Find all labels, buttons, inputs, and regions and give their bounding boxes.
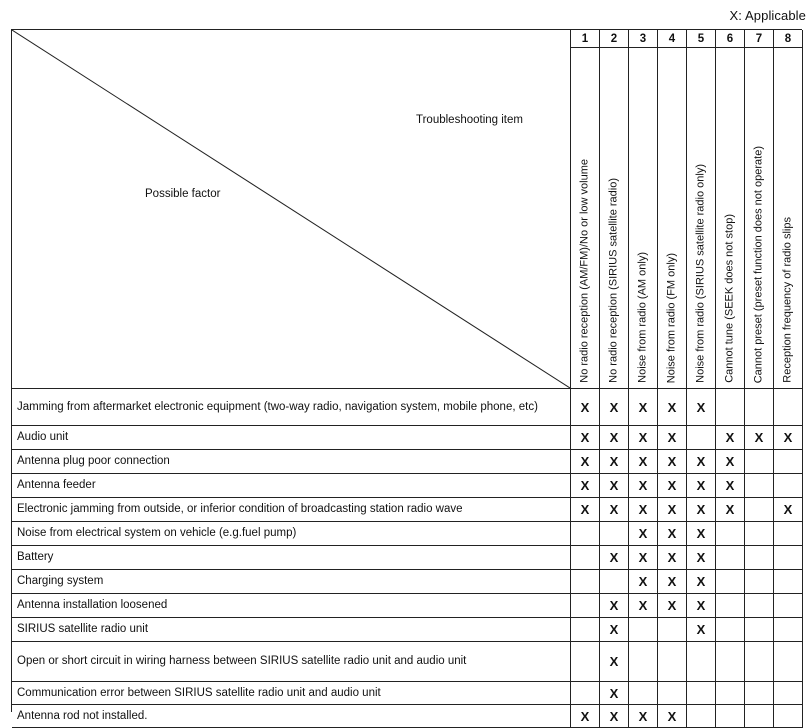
mark-cell	[600, 498, 629, 522]
mark-cell	[629, 570, 658, 594]
item-heading-text: Cannot tune (SEEK does not stop)	[723, 214, 736, 383]
applicable-mark: X	[609, 399, 619, 415]
applicable-mark: X	[609, 622, 619, 637]
applicable-mark: X	[667, 574, 677, 589]
mark-cell	[629, 618, 658, 642]
applicable-mark: X	[638, 598, 648, 613]
mark-cell	[745, 426, 774, 450]
mark-cell	[658, 682, 687, 705]
troubleshooting-item-label: Troubleshooting item	[416, 114, 523, 126]
applicable-mark: X	[609, 430, 619, 445]
factor-row-label: Charging system	[12, 570, 571, 594]
mark-cell	[600, 450, 629, 474]
applicable-mark: X	[725, 502, 735, 517]
mark-cell	[774, 705, 803, 728]
applicable-mark: X	[580, 502, 590, 517]
item-heading-text: Noise from radio (SIRIUS satellite radio only)	[694, 164, 707, 383]
item-heading-text: Reception frequency of radio slips	[781, 217, 794, 383]
applicable-mark: X	[696, 550, 706, 565]
applicable-mark: X	[638, 708, 648, 724]
mark-cell	[745, 389, 774, 426]
mark-cell	[629, 522, 658, 546]
mark-cell	[658, 426, 687, 450]
mark-cell	[774, 546, 803, 570]
factor-row-label: Noise from electrical system on vehicle (e.g.fuel pump)	[12, 522, 571, 546]
mark-cell	[687, 426, 716, 450]
mark-cell	[658, 474, 687, 498]
mark-cell	[658, 642, 687, 682]
mark-cell	[571, 522, 600, 546]
corner-header	[12, 30, 571, 389]
applicable-mark: X	[667, 478, 677, 493]
troubleshooting-table	[11, 29, 802, 724]
mark-cell	[774, 498, 803, 522]
applicable-mark: X	[667, 454, 677, 469]
mark-cell	[571, 426, 600, 450]
mark-cell	[716, 474, 745, 498]
item-number-3: 3	[629, 30, 658, 48]
applicable-mark: X	[638, 550, 648, 565]
factor-row-label: Electronic jamming from outside, or inferior condition of broadcasting station radio wave	[12, 498, 571, 522]
mark-cell	[571, 546, 600, 570]
mark-cell	[571, 389, 600, 426]
mark-cell	[745, 522, 774, 546]
mark-cell	[774, 642, 803, 682]
mark-cell	[571, 498, 600, 522]
mark-cell	[687, 522, 716, 546]
mark-cell	[687, 498, 716, 522]
mark-cell	[745, 546, 774, 570]
mark-cell	[716, 570, 745, 594]
applicable-mark: X	[638, 430, 648, 445]
possible-factor-label: Possible factor	[145, 188, 221, 200]
mark-cell	[774, 474, 803, 498]
applicable-mark: X	[638, 526, 648, 541]
mark-cell	[716, 618, 745, 642]
mark-cell	[571, 594, 600, 618]
mark-cell	[629, 546, 658, 570]
mark-cell	[600, 474, 629, 498]
mark-cell	[658, 594, 687, 618]
applicable-mark: X	[667, 502, 677, 517]
mark-cell	[774, 594, 803, 618]
item-number-7: 7	[745, 30, 774, 48]
mark-cell	[716, 705, 745, 728]
mark-cell	[745, 474, 774, 498]
mark-cell	[774, 570, 803, 594]
item-number-1: 1	[571, 30, 600, 48]
mark-cell	[629, 426, 658, 450]
mark-cell	[658, 498, 687, 522]
mark-cell	[745, 594, 774, 618]
mark-cell	[687, 594, 716, 618]
item-heading-1	[571, 48, 600, 389]
mark-cell	[571, 705, 600, 728]
mark-cell	[745, 682, 774, 705]
mark-cell	[774, 522, 803, 546]
applicable-mark: X	[667, 598, 677, 613]
mark-cell	[687, 450, 716, 474]
mark-cell	[745, 570, 774, 594]
item-number-4: 4	[658, 30, 687, 48]
item-number-5: 5	[687, 30, 716, 48]
mark-cell	[629, 594, 658, 618]
applicable-mark: X	[609, 550, 619, 565]
factor-row-label: Antenna plug poor connection	[12, 450, 571, 474]
mark-cell	[571, 450, 600, 474]
item-heading-3	[629, 48, 658, 389]
applicable-mark: X	[667, 708, 677, 724]
mark-cell	[774, 389, 803, 426]
mark-cell	[716, 546, 745, 570]
applicable-mark: X	[725, 454, 735, 469]
item-heading-5	[687, 48, 716, 389]
factor-row-label: Audio unit	[12, 426, 571, 450]
mark-cell	[600, 594, 629, 618]
mark-cell	[658, 522, 687, 546]
mark-cell	[716, 642, 745, 682]
applicable-mark: X	[783, 430, 793, 445]
mark-cell	[716, 389, 745, 426]
mark-cell	[600, 389, 629, 426]
mark-cell	[687, 682, 716, 705]
mark-cell	[745, 642, 774, 682]
factor-row-label: Antenna installation loosened	[12, 594, 571, 618]
mark-cell	[571, 474, 600, 498]
mark-cell	[774, 682, 803, 705]
mark-cell	[600, 546, 629, 570]
item-heading-8	[774, 48, 803, 389]
mark-cell	[745, 450, 774, 474]
applicable-mark: X	[754, 430, 764, 445]
applicable-mark: X	[609, 598, 619, 613]
mark-cell	[774, 618, 803, 642]
applicable-mark: X	[696, 574, 706, 589]
mark-cell	[629, 682, 658, 705]
item-heading-4	[658, 48, 687, 389]
mark-cell	[600, 618, 629, 642]
factor-row-label: SIRIUS satellite radio unit	[12, 618, 571, 642]
mark-cell	[629, 705, 658, 728]
mark-cell	[716, 450, 745, 474]
applicable-mark: X	[609, 685, 619, 701]
mark-cell	[658, 546, 687, 570]
applicable-mark: X	[696, 502, 706, 517]
corner-diagonal-line	[12, 30, 571, 389]
mark-cell	[658, 389, 687, 426]
mark-cell	[600, 570, 629, 594]
mark-cell	[629, 389, 658, 426]
mark-cell	[716, 426, 745, 450]
applicable-mark: X	[638, 478, 648, 493]
factor-row-label: Jamming from aftermarket electronic equipment (two-way radio, navigation system, mobile phone, etc)	[12, 389, 571, 426]
applicable-mark: X	[667, 526, 677, 541]
mark-cell	[745, 705, 774, 728]
applicable-mark: X	[696, 526, 706, 541]
mark-cell	[774, 426, 803, 450]
applicable-mark: X	[638, 574, 648, 589]
mark-cell	[687, 618, 716, 642]
mark-cell	[687, 546, 716, 570]
applicable-mark: X	[609, 654, 619, 669]
item-heading-text: No radio reception (SIRIUS satellite radio)	[607, 178, 620, 383]
mark-cell	[629, 642, 658, 682]
applicable-mark: X	[638, 502, 648, 517]
factor-row-label: Antenna rod not installed.	[12, 705, 571, 728]
mark-cell	[687, 389, 716, 426]
applicable-mark: X	[725, 478, 735, 493]
applicable-mark: X	[696, 399, 706, 415]
applicable-mark: X	[725, 430, 735, 445]
applicable-mark: X	[580, 454, 590, 469]
applicable-mark: X	[696, 478, 706, 493]
applicable-mark: X	[609, 708, 619, 724]
item-heading-text: No radio reception (AM/FM)/No or low volume	[578, 159, 591, 383]
mark-cell	[658, 705, 687, 728]
item-heading-text: Noise from radio (AM only)	[636, 252, 649, 383]
diagonal-line	[12, 30, 570, 388]
item-heading-text: Noise from radio (FM only)	[665, 252, 678, 383]
applicable-mark: X	[580, 478, 590, 493]
mark-cell	[571, 618, 600, 642]
applicable-mark: X	[667, 399, 677, 415]
item-heading-2	[600, 48, 629, 389]
mark-cell	[600, 682, 629, 705]
mark-cell	[658, 618, 687, 642]
mark-cell	[687, 705, 716, 728]
mark-cell	[629, 498, 658, 522]
mark-cell	[687, 570, 716, 594]
applicable-mark: X	[609, 478, 619, 493]
mark-cell	[600, 426, 629, 450]
applicable-mark: X	[696, 454, 706, 469]
factor-row-label: Open or short circuit in wiring harness between SIRIUS satellite radio unit and audio unit	[12, 642, 571, 682]
applicable-mark: X	[580, 430, 590, 445]
mark-cell	[629, 450, 658, 474]
mark-cell	[600, 522, 629, 546]
applicable-mark: X	[638, 399, 648, 415]
factor-row-label: Battery	[12, 546, 571, 570]
item-number-8: 8	[774, 30, 803, 48]
mark-cell	[600, 705, 629, 728]
applicable-mark: X	[638, 454, 648, 469]
mark-cell	[687, 642, 716, 682]
factor-row-label: Communication error between SIRIUS satellite radio unit and audio unit	[12, 682, 571, 705]
mark-cell	[745, 618, 774, 642]
applicable-mark: X	[696, 622, 706, 637]
mark-cell	[745, 498, 774, 522]
applicable-mark: X	[609, 502, 619, 517]
applicable-mark: X	[783, 502, 793, 517]
item-heading-7	[745, 48, 774, 389]
mark-cell	[600, 642, 629, 682]
applicable-mark: X	[696, 598, 706, 613]
item-heading-text: Cannot preset (preset function does not operate)	[752, 145, 765, 383]
mark-cell	[716, 498, 745, 522]
item-number-6: 6	[716, 30, 745, 48]
mark-cell	[571, 570, 600, 594]
applicable-mark: X	[609, 454, 619, 469]
mark-cell	[571, 682, 600, 705]
applicable-legend: X: Applicable	[729, 8, 806, 23]
mark-cell	[687, 474, 716, 498]
item-number-2: 2	[600, 30, 629, 48]
applicable-mark: X	[580, 399, 590, 415]
factor-row-label: Antenna feeder	[12, 474, 571, 498]
mark-cell	[571, 642, 600, 682]
applicable-mark: X	[580, 708, 590, 724]
mark-cell	[658, 570, 687, 594]
mark-cell	[716, 594, 745, 618]
mark-cell	[716, 682, 745, 705]
mark-cell	[658, 450, 687, 474]
applicable-mark: X	[667, 430, 677, 445]
mark-cell	[774, 450, 803, 474]
mark-cell	[716, 522, 745, 546]
applicable-mark: X	[667, 550, 677, 565]
mark-cell	[629, 474, 658, 498]
item-heading-6	[716, 48, 745, 389]
